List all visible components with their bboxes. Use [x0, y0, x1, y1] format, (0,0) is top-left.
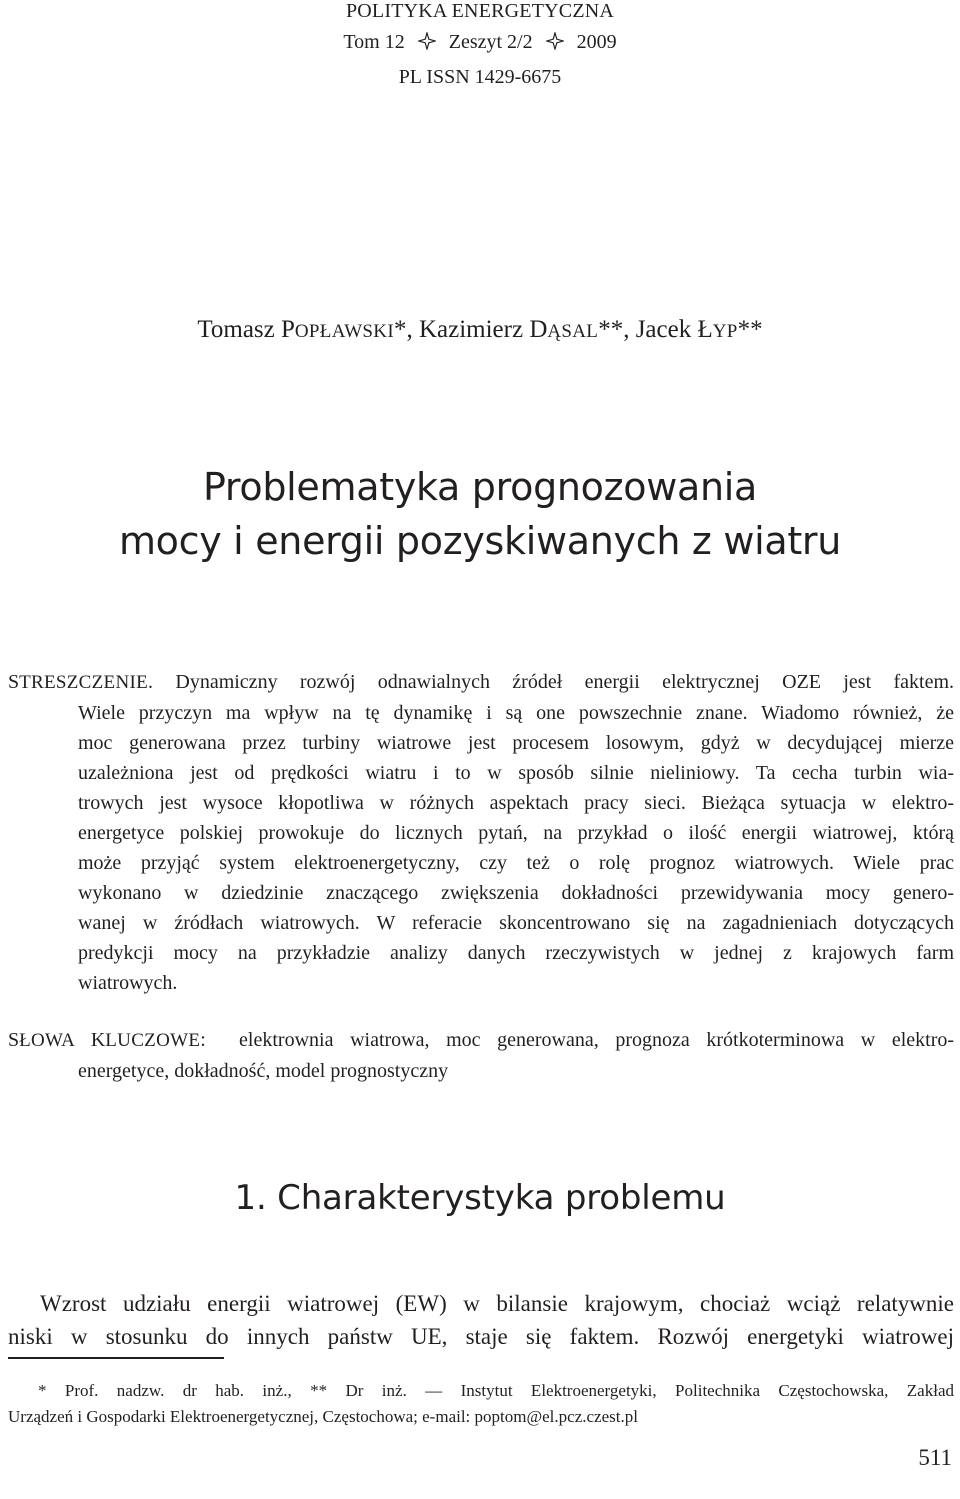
paper-title-line-2: mocy i energii pozyskiwanych z wiatru: [118, 519, 842, 563]
abstract-line: wykonano w dziedzinie znaczącego zwiększenia dokładności przewidywania mocy genero-: [78, 882, 954, 904]
section-heading: 1. Charakterystyka problemu: [234, 1178, 726, 1218]
body-paragraph-line: niski w stosunku do innych państw UE, staje się faktem. Rozwój energetyki wiatrowej: [8, 1324, 954, 1349]
footnote-line: * Prof. nadzw. dr hab. inż., ** Dr inż. — Instytut Elektroenergetyki, Politechnika Częstochowska, Zakład: [38, 1381, 954, 1400]
page-number: 511: [918, 1445, 952, 1470]
author-2: Kazimierz DĄSAL**,: [418, 316, 636, 343]
keywords-line: energetyce, dokładność, model prognostyczny: [78, 1060, 449, 1082]
four-point-star-icon: [418, 32, 436, 50]
abstract: [8, 667, 954, 998]
footnote-divider: [8, 1357, 224, 1359]
journal-name: POLITYKA ENERGETYCZNA: [345, 0, 615, 22]
year: 2009: [576, 31, 617, 53]
author-1: Tomasz POPŁAWSKI*,: [197, 316, 419, 343]
abstract-line: moc generowana przez turbiny wiatrowe jest procesem losowym, gdyż w decydującej mierze: [78, 732, 954, 754]
abstract-line: trowych jest wysoce kłopotliwa w różnych aspektach pracy sieci. Bieżąca sytuacja w elektro-: [78, 792, 954, 814]
four-point-star-icon: [546, 32, 564, 50]
abstract-line: wiatrowych.: [78, 972, 178, 994]
issn: PL ISSN 1429-6675: [398, 66, 562, 88]
keywords-label: SŁOWA KLUCZOWE:: [8, 1029, 206, 1051]
abstract-line: uzależniona jest od prędkości wiatru i to w sposób silnie nieliniowy. Ta cecha turbin wia-: [78, 762, 954, 784]
abstract-line: STRESZCZENIE. Dynamiczny rozwój odnawialnych źródeł energii elektrycznej OZE jest faktem.: [8, 671, 954, 693]
volume: Tom 12: [343, 31, 405, 53]
abstract-line: wanej w źródłach wiatrowych. W referacie skoncentrowano się na zagadnieniach dotyczących: [78, 912, 954, 934]
issue-line: [0, 31, 960, 53]
keywords-line: SŁOWA KLUCZOWE: elektrownia wiatrowa, moc generowana, prognoza krótkoterminowa w elektro-: [8, 1029, 955, 1051]
abstract-line: energetyce polskiej prowokuje do licznych pytań, na przykład o ilość energii wiatrowej, którą: [78, 822, 954, 844]
author-list: [0, 315, 960, 347]
body-paragraph-line: Wzrost udziału energii wiatrowej (EW) w bilansie krajowym, chociaż wciąż relatywnie: [40, 1291, 954, 1316]
paper-title-line-1: Problematyka prognozowania: [202, 465, 758, 509]
keywords: [8, 1025, 954, 1086]
footnote-line: Urządzeń i Gospodarki Elektroenergetycznej, Częstochowa; e-mail: poptom@el.pcz.czest.pl: [8, 1407, 638, 1426]
abstract-line: predykcji mocy na przykładzie analizy danych rzeczywistych w jednej z krajowych farm: [78, 942, 954, 964]
author-3: Jacek ŁYP**: [635, 316, 763, 343]
abstract-line: może przyjąć system elektroenergetyczny, czy też o rolę prognoz wiatrowych. Wiele prac: [78, 852, 954, 874]
issue-number: Zeszyt 2/2: [448, 31, 533, 53]
abstract-label: STRESZCZENIE.: [8, 671, 176, 693]
abstract-line: Wiele przyczyn ma wpływ na tę dynamikę i są one powszechnie znane. Wiadomo również, że: [78, 702, 954, 724]
